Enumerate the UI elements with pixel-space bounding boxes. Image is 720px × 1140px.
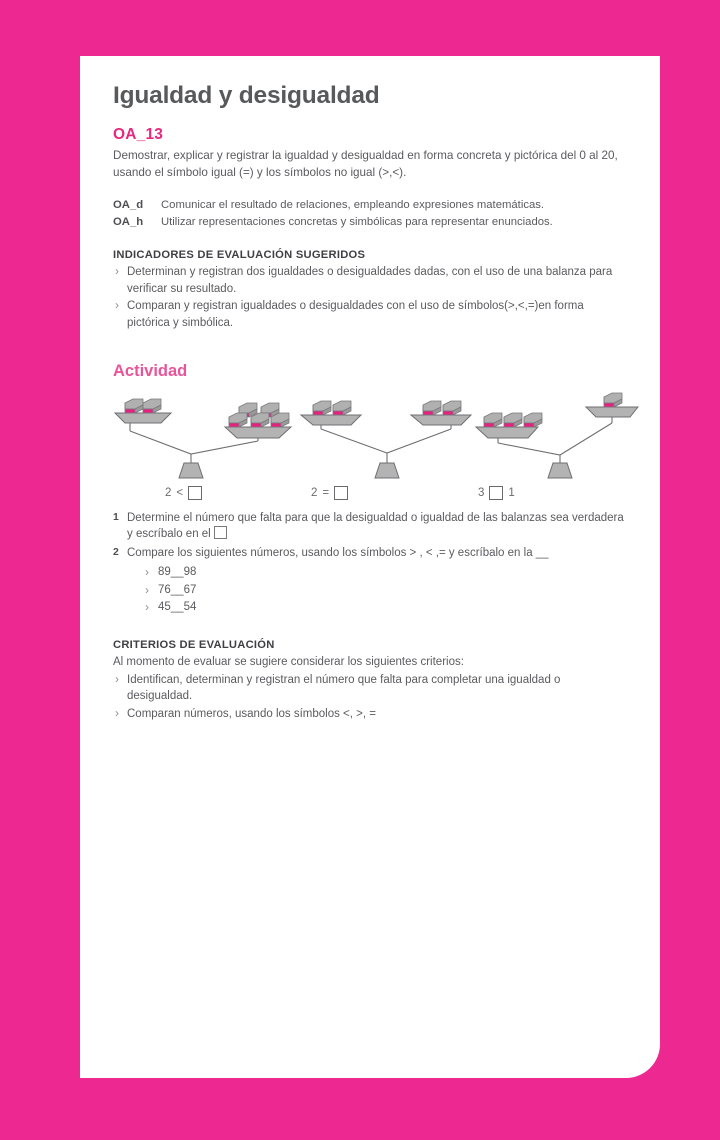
- task-number: 2: [113, 546, 119, 559]
- task-text: Determine el número que falta para que la desigualdad o igualdad de las balanzas sea verdadera y escríbalo en el: [127, 511, 624, 541]
- balance-label-left: 2: [165, 486, 172, 499]
- oa-code: OA_13: [113, 126, 164, 143]
- task-number: 1: [113, 510, 119, 523]
- balance-pan-right: [225, 403, 291, 441]
- oa-related-code: OA_d: [113, 199, 144, 212]
- weight-block: [443, 401, 461, 415]
- list-item: › 76__67: [145, 582, 627, 600]
- oa-related-code: OA_h: [113, 216, 144, 229]
- list-item: › Comparan números, usando los símbolos <, >, =: [113, 706, 627, 723]
- balance-label-operator: <: [176, 486, 184, 499]
- balance-less-than: [113, 391, 299, 500]
- list-item: › 45__54: [145, 599, 627, 617]
- task-text: Compare los siguientes números, usando los símbolos > , < ,= y escríbalo en la __: [127, 547, 549, 560]
- list-item: [113, 510, 627, 543]
- balance-pan-left: [301, 401, 361, 429]
- task-subitem-list: [127, 564, 627, 617]
- weight-block: [313, 401, 331, 415]
- weight-block: [504, 413, 522, 427]
- list-item: › Comparan y registran igualdades o desigualdades con el uso de símbolos(>,<,=)en forma pictórica y simbólica.: [113, 298, 627, 331]
- criteria-intro: Al momento de evaluar se sugiere considerar los siguientes criterios:: [113, 656, 464, 669]
- oa-related-text: Utilizar representaciones concretas y simbólicas para representar enunciados.: [161, 216, 553, 229]
- list-item: › Determinan y registran dos igualdades o desigualdades dadas, con el uso de una balanza para verificar su resultado.: [113, 264, 627, 297]
- balance-label-operator: =: [322, 486, 330, 499]
- weight-block: [125, 399, 143, 413]
- balance-label-right: 1: [508, 486, 515, 499]
- weight-block: [484, 413, 502, 427]
- document-content: [113, 82, 627, 724]
- balance-scale-svg: [474, 391, 639, 479]
- balance-unknown-operator: [474, 391, 639, 500]
- balance-label: [474, 486, 639, 500]
- balance-pan-right: [411, 401, 471, 429]
- indicators-list: [113, 264, 627, 332]
- criteria-list: [113, 672, 627, 723]
- weight-block: [604, 393, 622, 407]
- oa-related-row: [113, 214, 627, 231]
- weight-block: [333, 401, 351, 415]
- list-item: [113, 545, 627, 617]
- balance-scale-svg: [299, 391, 474, 479]
- answer-box[interactable]: [489, 486, 503, 500]
- answer-box[interactable]: [334, 486, 348, 500]
- activity-heading: Actividad: [113, 361, 188, 380]
- balance-illustrations: [113, 391, 627, 500]
- indicators-heading: INDICADORES DE EVALUACIÓN SUGERIDOS: [113, 249, 366, 262]
- balance-pan-left: [476, 413, 542, 443]
- balance-pan-left: [115, 399, 171, 431]
- oa-related-row: [113, 197, 627, 214]
- oa-description: Demostrar, explicar y registrar la igualdad y desigualdad en forma concreta y pictórica del 0 al 20, usando el símbolo igual (=) y los símbolos no igual (>,<).: [113, 149, 618, 179]
- document-page: [80, 56, 660, 1078]
- balance-label-left: 3: [478, 486, 485, 499]
- balance-pan-right: [586, 393, 638, 423]
- weight-block: [423, 401, 441, 415]
- balance-label-left: 2: [311, 486, 318, 499]
- list-item: › Identifican, determinan y registran el número que falta para completar una igualdad o desigualdad.: [113, 672, 627, 705]
- list-item: › 89__98: [145, 564, 627, 582]
- page-title: Igualdad y desigualdad: [113, 82, 380, 109]
- criteria-heading: CRITERIOS DE EVALUACIÓN: [113, 639, 275, 652]
- balance-scale-svg: [113, 391, 299, 479]
- weight-block: [229, 413, 247, 427]
- answer-box[interactable]: [188, 486, 202, 500]
- activity-task-list: [113, 510, 627, 617]
- weight-block: [251, 413, 269, 427]
- weight-block: [143, 399, 161, 413]
- balance-equal: [299, 391, 474, 500]
- balance-label: [299, 486, 474, 500]
- balance-label: [113, 486, 299, 500]
- weight-block: [524, 413, 542, 427]
- answer-box[interactable]: [214, 526, 227, 539]
- oa-related-text: Comunicar el resultado de relaciones, empleando expresiones matemáticas.: [161, 199, 545, 212]
